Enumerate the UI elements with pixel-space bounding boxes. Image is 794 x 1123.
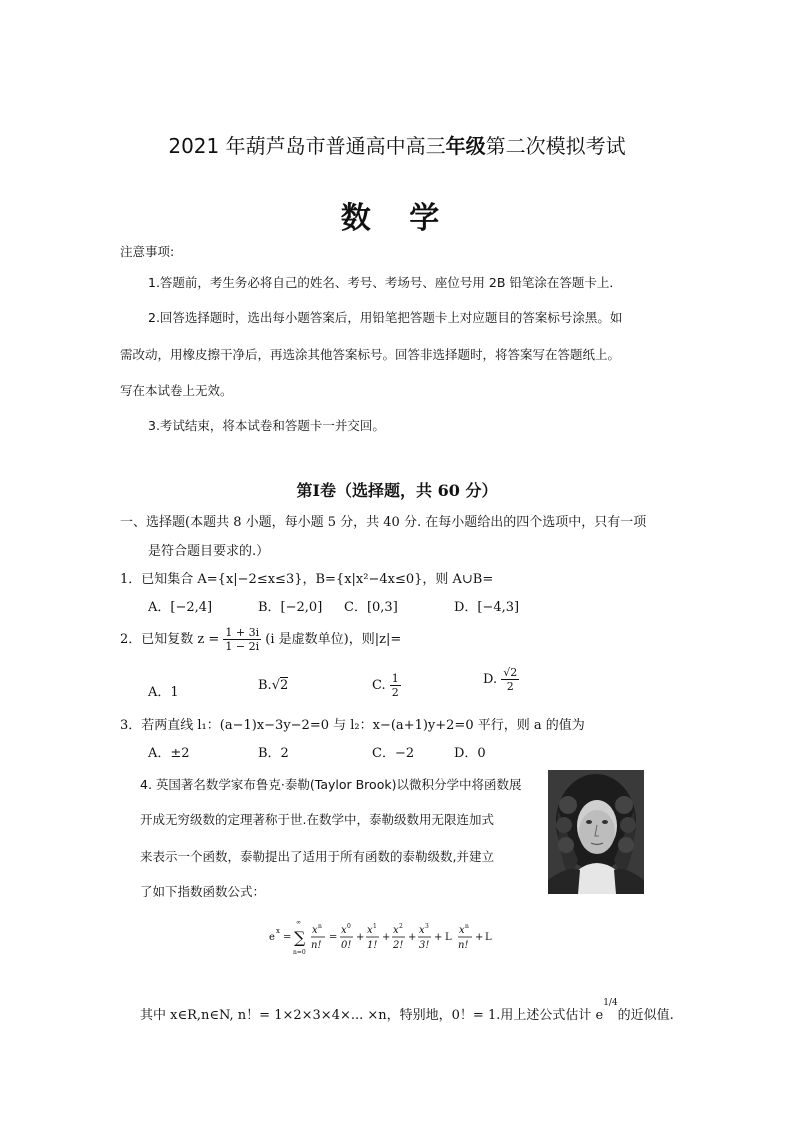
section-title: 第Ⅰ卷（选择题，共 60 分） <box>296 481 498 500</box>
svg-text:n: n <box>465 923 469 930</box>
section-intro-line2: 是符合题目要求的.） <box>148 544 270 559</box>
q4-line1: 4. 英国著名数学家布鲁克·泰勒(Taylor Brook)以微积分学中将函数展 <box>140 777 522 792</box>
notice-item-2-line3: 写在本试卷上无效。 <box>120 383 233 398</box>
svg-text:e: e <box>269 932 275 943</box>
svg-text:2: 2 <box>399 923 403 930</box>
exam-title: 2021 年葫芦岛市普通高中高三年级第二次模拟考试 <box>168 134 626 158</box>
svg-text:n!: n! <box>458 940 469 951</box>
q2-option-d: D. $\frac{√2}{2}$ <box>483 666 518 693</box>
svg-text:L: L <box>445 932 452 943</box>
svg-text:3: 3 <box>425 923 429 930</box>
q1-option-b: B．[−2,0] <box>258 600 323 615</box>
q1-option-a: A．[−2,4] <box>148 600 213 615</box>
e-exponent: 1/4 <box>603 998 618 1008</box>
notice-heading: 注意事项: <box>120 244 175 259</box>
svg-text:+: + <box>382 932 391 943</box>
portrait-image <box>548 770 644 894</box>
svg-text:0: 0 <box>347 923 351 930</box>
svg-text:x: x <box>276 927 280 935</box>
notice-item-3: 3.考试结束，将本试卷和答题卡一并交回。 <box>148 418 385 433</box>
q1-option-c: C．[0,3] <box>344 600 398 615</box>
q4-line2: 开成无穷级数的定理著称于世.在数学中，泰勒级数用无限连加式 <box>140 812 494 827</box>
q3-option-b: B．2 <box>258 746 289 761</box>
q2-fraction: $\frac{1 + 3i}{1 - 2i}$ <box>225 626 260 653</box>
q3-option-a: A．±2 <box>148 746 190 761</box>
svg-text:1: 1 <box>373 923 377 930</box>
svg-text:0!: 0! <box>341 940 352 951</box>
notice-item-1: 1.答题前，考生务必将自己的姓名、考号、考场号、座位号用 2B 铅笔涂在答题卡上． <box>148 275 622 290</box>
q4-line3: 来表示一个函数，泰勒提出了适用于所有函数的泰勒级数,并建立 <box>140 849 494 864</box>
svg-text:x: x <box>367 925 373 936</box>
svg-text:x: x <box>341 925 347 936</box>
q4-last-line: 其中 x∈R,n∈N, n！= 1×2×3×4×... ×n，特别地，0！= 1.用上述公式估计 $e^{1/4}$的近似值. <box>140 998 674 1023</box>
q2-option-c: C. $\frac{1}{2}$ <box>372 672 399 699</box>
q2-option-b: B.√2 <box>258 678 289 693</box>
subject-title: 数 学 <box>340 201 454 236</box>
svg-text:=: = <box>329 932 338 943</box>
notice-item-2-line1: 2.回答选择题时，选出每小题答案后，用铅笔把答题卡上对应题目的答案标号涂黑。如 <box>148 310 623 325</box>
q2-stem: 2．已知复数 z = $\frac{1 + 3i}{1 - 2i}$ (i 是虚数单位)，则|z|= <box>120 626 402 653</box>
q3-stem: 3．若两直线 l₁：(a−1)x−3y−2=0 与 l₂：x−(a+1)y+2=0 平行，则 a 的值为 <box>120 718 585 733</box>
svg-text:=: = <box>283 932 292 943</box>
svg-text:∞: ∞ <box>296 919 301 926</box>
taylor-formula <box>0 913 794 962</box>
formula-svg <box>267 913 527 959</box>
q2-option-a: A．1 <box>148 685 179 700</box>
q4-line4: 了如下指数函数公式： <box>140 884 266 899</box>
q3-option-d: D．0 <box>454 746 486 761</box>
svg-text:2!: 2! <box>393 940 404 951</box>
notice-item-2-line2: 需改动，用橡皮擦干净后，再选涂其他答案标号。回答非选择题时，将答案写在答题纸上。 <box>120 347 621 362</box>
svg-text:∑: ∑ <box>294 928 306 947</box>
svg-text:+: + <box>408 932 417 943</box>
svg-text:n: n <box>318 923 322 930</box>
svg-text:L: L <box>485 932 492 943</box>
svg-text:3!: 3! <box>419 940 430 951</box>
q1-option-d: D．[−4,3] <box>454 600 520 615</box>
svg-text:x: x <box>419 925 425 936</box>
svg-text:1!: 1! <box>367 940 378 951</box>
svg-text:+: + <box>475 932 484 943</box>
q3-option-c: C．−2 <box>372 746 415 761</box>
svg-text:n!: n! <box>311 940 322 951</box>
sqrt-symbol: √ <box>271 678 280 693</box>
svg-text:x: x <box>312 925 318 936</box>
section-intro-line1: 一、选择题(本题共 8 小题，每小题 5 分，共 40 分. 在每小题给出的四个选项中，只有一项 <box>120 515 647 530</box>
svg-text:n=0: n=0 <box>293 949 306 956</box>
q1-stem: 1．已知集合 A={x|−2≤x≤3}，B={x|x²−4x≤0}，则 A∪B= <box>120 572 494 587</box>
svg-text:+: + <box>356 932 365 943</box>
svg-text:x: x <box>393 925 399 936</box>
taylor-portrait <box>548 770 644 894</box>
svg-text:x: x <box>459 925 465 936</box>
svg-text:+: + <box>434 932 443 943</box>
